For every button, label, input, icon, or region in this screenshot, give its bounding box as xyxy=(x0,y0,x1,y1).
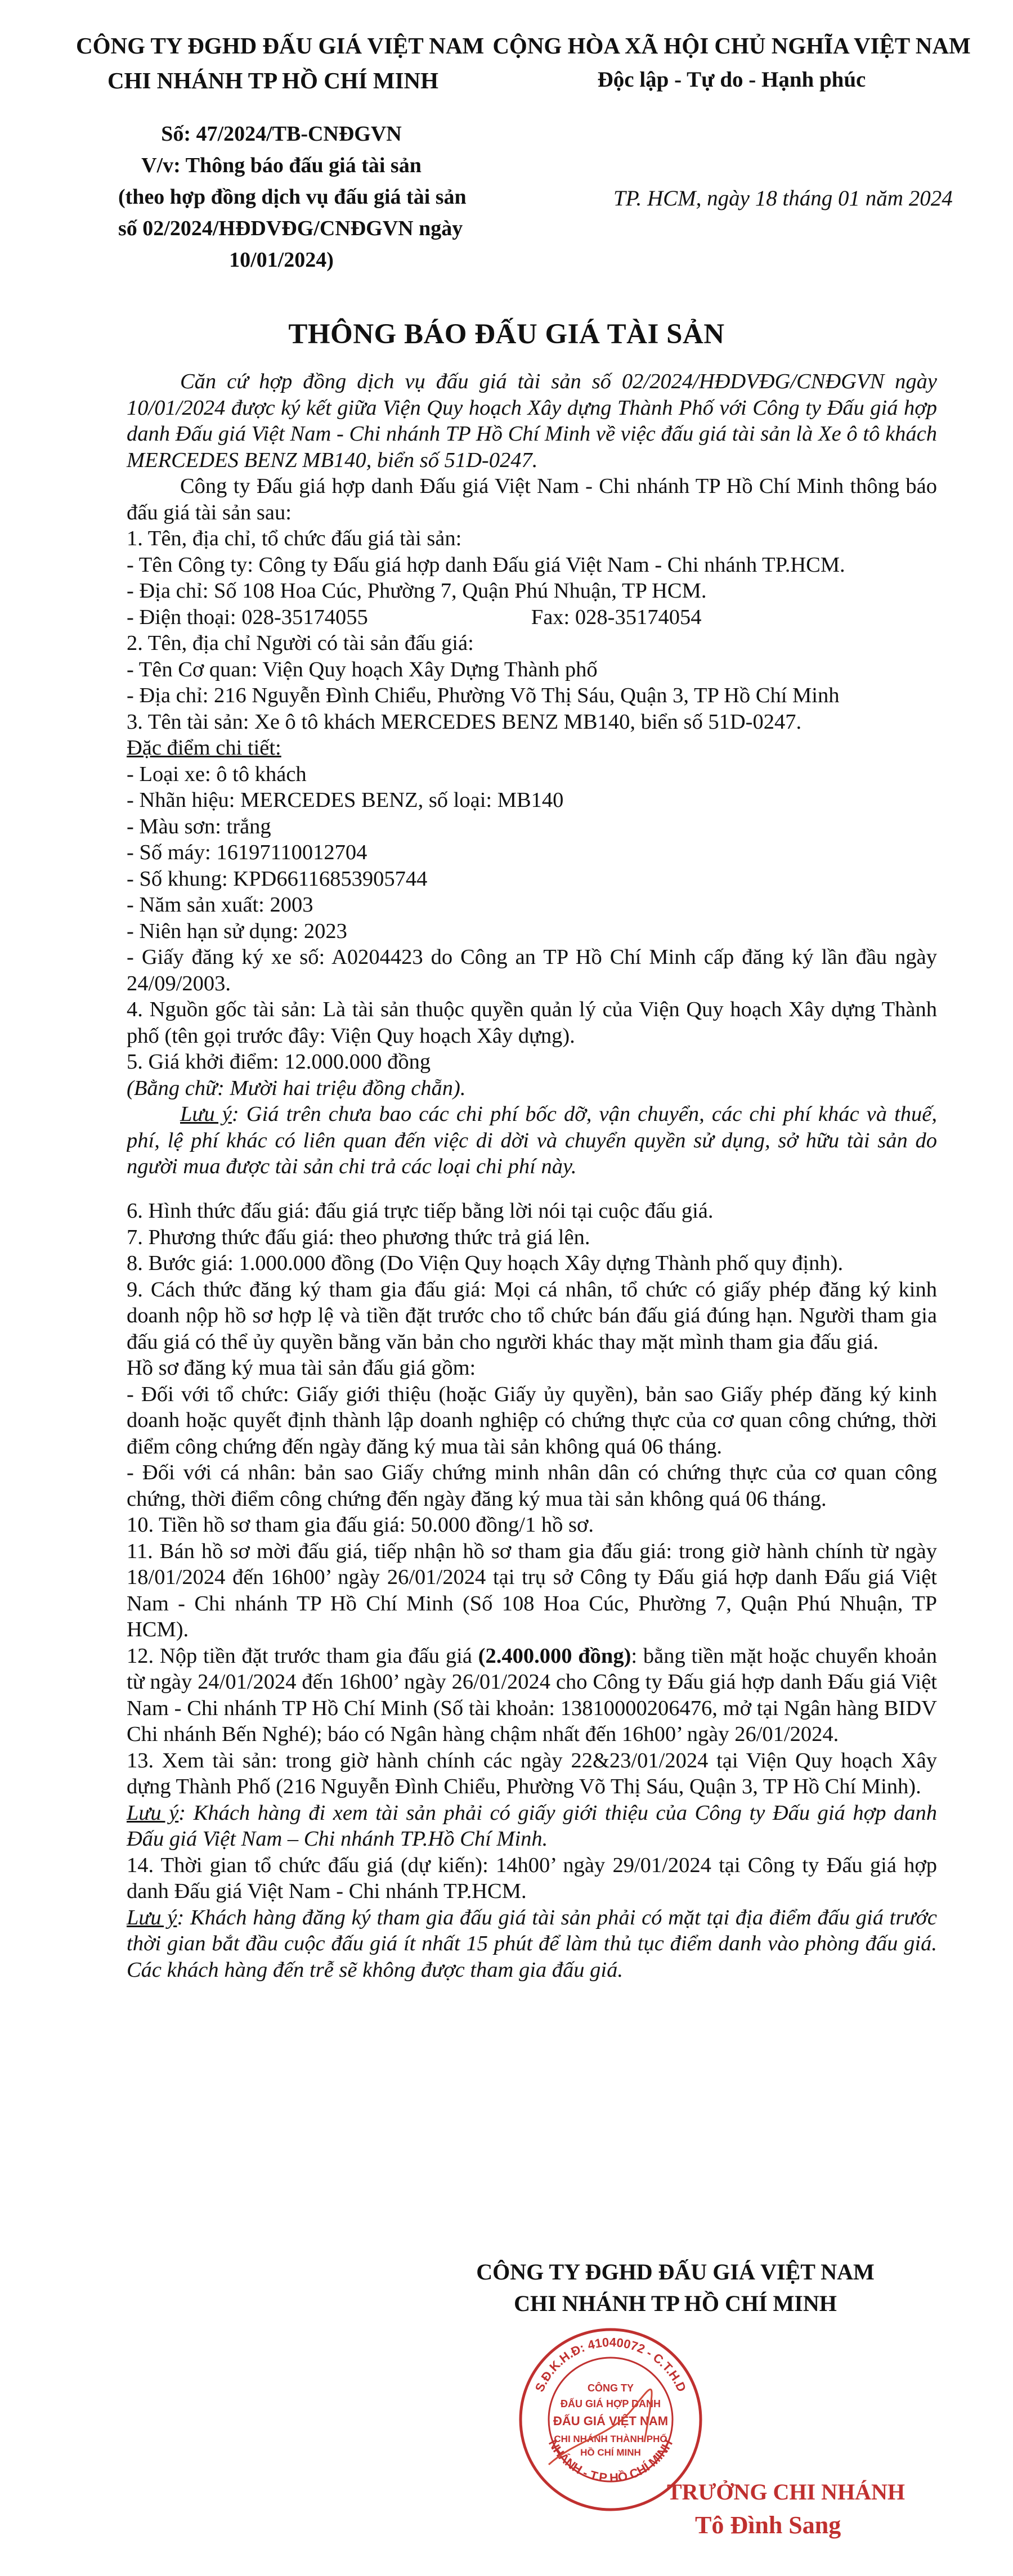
signature-block xyxy=(456,2256,895,2319)
document-subject: V/v: Thông báo đấu giá tài sản xyxy=(141,154,422,177)
attendance-note-label: Lưu ý xyxy=(127,1905,177,1929)
seal-center-4: CHI NHÁNH THÀNH PHỐ xyxy=(554,2434,667,2444)
section-10-fee: 10. Tiền hồ sơ tham gia đấu giá: 50.000 đồng/1 hồ sơ. xyxy=(127,1513,594,1537)
signer-title: TRƯỞNG CHI NHÁNH xyxy=(667,2479,905,2505)
registration-docs: Hồ sơ đăng ký mua tài sản đấu giá gồm: xyxy=(127,1356,476,1380)
price-note-clipped xyxy=(127,1101,937,1180)
registration-org: - Đối với tổ chức: Giấy giới thiệu (hoặc Giấy ủy quyền), bản sao Giấy phép đăng ký kinh doanh hoặc quyết định thành lập doanh nghiệp có chứng thực của cơ quan công chứng, thời điểm công chứng đến ngày đăng ký mua tài sản không quá 06 tháng. xyxy=(127,1382,937,1458)
signer-name: Tô Đình Sang xyxy=(695,2511,841,2539)
issuer-header xyxy=(76,28,485,98)
detail-engine-number: - Số máy: 16197110012704 xyxy=(127,841,367,864)
deposit-details: : bằng tiền mặt hoặc chuyển khoản từ ngày 24/01/2024 đến 16h00’ ngày 26/01/2024 cho Công ty Đấu giá hợp danh Đấu giá Việt Nam - Chi nhánh TP Hồ Chí Minh (Số tài khoản: 13810000206476, mở tại Ngân hàng BIDV Chi nhánh Bến Nghé); báo có Ngân hàng chậm nhất đến 16h00’ ngày 26/01/2024. xyxy=(127,1644,937,1746)
price-note-text: : Giá trên chưa bao các chi phí bốc dỡ, vận chuyển, các chi phí khác và thuế, phí, lệ phí khác có liên quan đến việc di dời và chuyển quyền sử dụng, sở hữu tài sản do người mua được tài sản chi trả các loại chi phí này. xyxy=(127,1102,937,1178)
national-header xyxy=(484,28,979,97)
organizer-phone: - Điện thoại: 028-35174055 xyxy=(127,605,368,629)
deposit-intro: 12. Nộp tiền đặt trước tham gia đấu giá xyxy=(127,1644,478,1668)
section-11-documents: 11. Bán hồ sơ mời đấu giá, tiếp nhận hồ sơ tham gia đấu giá: trong giờ hành chính từ ngày 18/01/2024 đến 16h00’ ngày 26/01/2024 tại trụ sở Công ty Đấu giá hợp danh Đấu giá Việt Nam - Chi nhánh TP Hồ Chí Minh (Số 108 Hoa Cúc, Phường 7, Quận Phú Nhuận, TP HCM). xyxy=(127,1539,937,1641)
announce-paragraph: Công ty Đấu giá hợp danh Đấu giá Việt Nam - Chi nhánh TP Hồ Chí Minh thông báo đấu giá tài sản sau: xyxy=(127,474,937,524)
detail-chassis-number: - Số khung: KPD66116853905744 xyxy=(127,867,428,891)
viewing-note-text: : Khách hàng đi xem tài sản phải có giấy giới thiệu của Công ty Đấu giá hợp danh Đấu giá Việt Nam – Chi nhánh TP.Hồ Chí Minh. xyxy=(127,1801,938,1851)
section-4-origin: 4. Nguồn gốc tài sản: Là tài sản thuộc quyền quản lý của Viện Quy hoạch Xây dựng Thành phố (tên gọi trước đây: Viện Quy hoạch Xây dựng). xyxy=(127,998,937,1048)
section-5-starting-price: 5. Giá khởi điểm: 12.000.000 đồng xyxy=(127,1050,431,1074)
price-note xyxy=(127,1101,937,1180)
section-13-viewing: 13. Xem tài sản: trong giờ hành chính các ngày 22&23/01/2024 tại Viện Quy hoạch Xây dựng Thành Phố (216 Nguyễn Đình Chiểu, Phường Võ Thị Sáu, Quận 3, TP Hồ Chí Minh). xyxy=(127,1748,937,1798)
section-2-heading: 2. Tên, địa chỉ Người có tài sản đấu giá: xyxy=(127,631,474,655)
section-9-registration: 9. Cách thức đăng ký tham gia đấu giá: Mọi cá nhân, tổ chức có giấy phép đăng ký kinh doanh nộp hồ sơ hợp lệ và tiền đặt trước cho tổ chức bán đấu giá đúng hạn. Người tham gia đấu giá có thể ủy quyền bằng văn bản cho người khác thay mặt mình tham gia đấu giá. xyxy=(127,1277,937,1354)
document-basis-3: 10/01/2024) xyxy=(229,248,334,272)
organizer-address: - Địa chỉ: Số 108 Hoa Cúc, Phường 7, Quận Phú Nhuận, TP HCM. xyxy=(127,579,707,603)
issuer-name: CÔNG TY ĐGHD ĐẤU GIÁ VIỆT NAM xyxy=(76,33,485,59)
signature-org-line2: CHI NHÁNH TP HỒ CHÍ MINH xyxy=(514,2291,837,2316)
owner-address: - Địa chỉ: 216 Nguyễn Đình Chiểu, Phường Võ Thị Sáu, Quận 3, TP Hồ Chí Minh xyxy=(127,684,840,707)
seal-center-1: CÔNG TY xyxy=(587,2382,634,2394)
seal-bottom-text: NHÁNH - T.P HỒ CHÍ MINH xyxy=(545,2437,676,2485)
detail-color: - Màu sơn: trắng xyxy=(127,814,271,838)
section-6-form: 6. Hình thức đấu giá: đấu giá trực tiếp bằng lời nói tại cuộc đấu giá. xyxy=(127,1199,714,1223)
viewing-note-label: Lưu ý xyxy=(127,1801,179,1825)
seal-center-5: HỒ CHÍ MINH xyxy=(580,2447,641,2458)
deposit-amount: (2.400.000 đồng) xyxy=(478,1644,631,1668)
attendance-note-text: : Khách hàng đăng ký tham gia đấu giá tài sản phải có mặt tại địa điểm đấu giá trước thời gian bắt đầu cuộc đấu giá ít nhất 15 phút để làm thủ tục điểm danh vào phòng đấu giá. Các khách hàng đến trễ sẽ không được tham gia đấu giá. xyxy=(127,1905,937,1982)
detail-type: - Loại xe: ô tô khách xyxy=(127,762,307,786)
reference-block xyxy=(118,118,467,276)
signature-org-line1: CÔNG TY ĐGHD ĐẤU GIÁ VIỆT NAM xyxy=(476,2259,875,2285)
viewing-note xyxy=(127,1800,937,1852)
organizer-contact xyxy=(127,604,937,631)
section-gap xyxy=(127,1180,937,1198)
section-7-method: 7. Phương thức đấu giá: theo phương thức trả giá lên. xyxy=(127,1225,590,1249)
attendance-note xyxy=(127,1905,937,1983)
intro-paragraph: Căn cứ hợp đồng dịch vụ đấu giá tài sản số 02/2024/HĐDVĐG/CNĐGVN ngày 10/01/2024 được ký kết giữa Viện Quy hoạch Xây dựng Thành Phố với Công ty Đấu giá hợp danh Đấu giá Việt Nam - Chi nhánh TP Hồ Chí Minh về việc đấu giá tài sản là Xe ô tô khách MERCEDES BENZ MB140, biển số 51D-0247. xyxy=(127,370,937,472)
details-heading: Đặc điểm chi tiết: xyxy=(127,736,281,760)
document-basis-1: (theo hợp đồng dịch vụ đấu giá tài sản xyxy=(118,185,467,209)
detail-expiry: - Niên hạn sử dụng: 2023 xyxy=(127,919,347,943)
document-number: Số: 47/2024/TB-CNĐGVN xyxy=(161,122,402,146)
owner-agency: - Tên Cơ quan: Viện Quy hoạch Xây Dựng Thành phố xyxy=(127,657,598,681)
organizer-company: - Tên Công ty: Công ty Đấu giá hợp danh Đấu giá Việt Nam - Chi nhánh TP.HCM. xyxy=(127,553,845,577)
detail-year: - Năm sản xuất: 2003 xyxy=(127,893,313,917)
organizer-fax: Fax: 028-35174054 xyxy=(531,605,702,629)
section-3-asset: 3. Tên tài sản: Xe ô tô khách MERCEDES BENZ MB140, biển số 51D-0247. xyxy=(127,710,802,734)
section-8-step: 8. Bước giá: 1.000.000 đồng (Do Viện Quy hoạch Xây dựng Thành phố quy định). xyxy=(127,1251,844,1275)
seal-center-2: ĐẤU GIÁ HỢP DANH xyxy=(560,2398,661,2409)
page-title: THÔNG BÁO ĐẤU GIÁ TÀI SẢN xyxy=(288,318,725,350)
registration-individual: - Đối với cá nhân: bản sao Giấy chứng minh nhân dân có chứng thực của cơ quan công chứng, thời điểm công chứng đến ngày đăng ký mua tài sản không quá 06 tháng. xyxy=(127,1461,937,1511)
seal-center-3: ĐẤU GIÁ VIỆT NAM xyxy=(553,2414,669,2428)
document-date: TP. HCM, ngày 18 tháng 01 năm 2024 xyxy=(613,186,953,210)
issuer-branch: CHI NHÁNH TP HỒ CHÍ MINH xyxy=(107,68,439,93)
seal-ring-text: S.Đ.K.H.Đ: 41040072 - C.T.H.D xyxy=(532,2335,689,2394)
price-note-label: Lưu ý xyxy=(180,1102,232,1126)
starting-price-words: (Bằng chữ: Mười hai triệu đồng chẵn). xyxy=(127,1076,466,1100)
document-basis-2: số 02/2024/HĐDVĐG/CNĐGVN ngày xyxy=(118,217,463,240)
national-title: CỘNG HÒA XÃ HỘI CHỦ NGHĨA VIỆT NAM xyxy=(492,33,971,59)
detail-registration: - Giấy đăng ký xe số: A0204423 do Công an TP Hồ Chí Minh cấp đăng ký lần đầu ngày 24/09/2003. xyxy=(127,945,937,995)
section-12-deposit xyxy=(127,1643,937,1748)
document-body xyxy=(127,369,937,1983)
section-14-time: 14. Thời gian tổ chức đấu giá (dự kiến): 14h00’ ngày 29/01/2024 tại Công ty Đấu giá hợp danh Đấu giá Việt Nam - Chi nhánh TP.HCM. xyxy=(127,1853,937,1903)
detail-brand: - Nhãn hiệu: MERCEDES BENZ, số loại: MB140 xyxy=(127,788,564,812)
section-1-heading: 1. Tên, địa chỉ, tổ chức đấu giá tài sản: xyxy=(127,527,462,550)
national-motto: Độc lập - Tự do - Hạnh phúc xyxy=(597,68,866,92)
